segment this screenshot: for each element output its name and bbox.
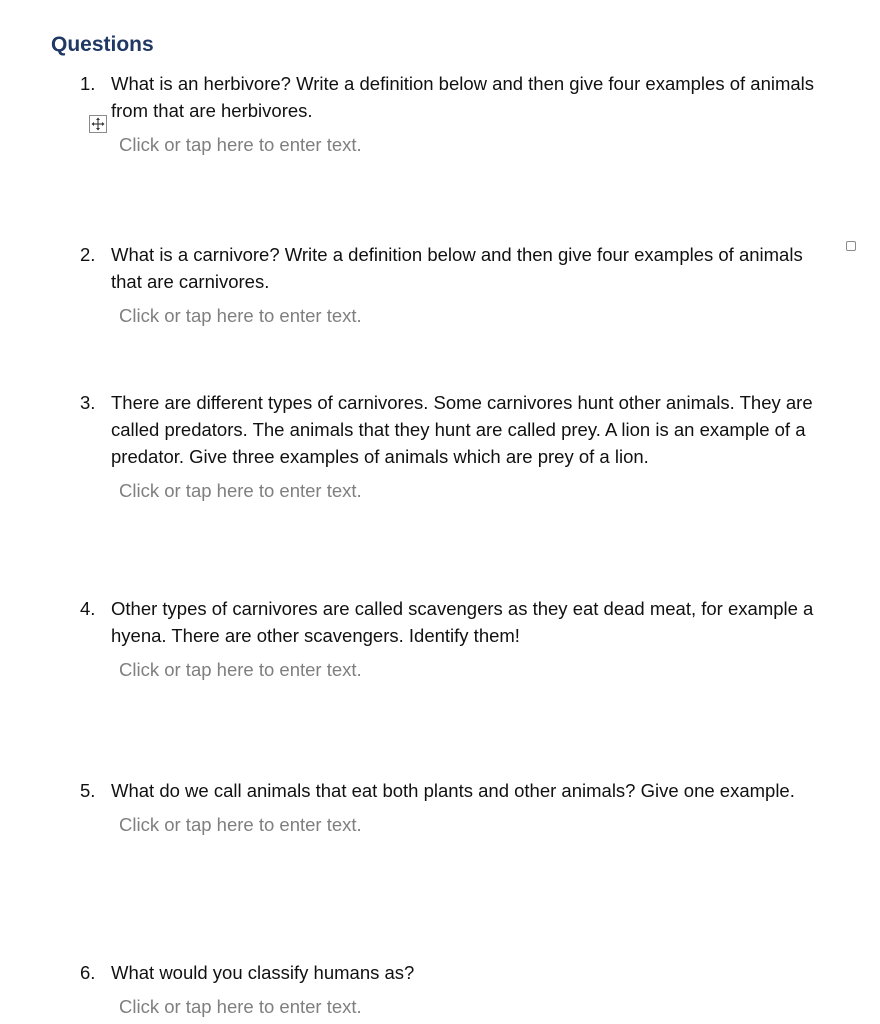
question-number: 6. xyxy=(80,962,96,983)
question-row xyxy=(80,959,815,986)
question-text: What is an herbivore? Write a definition below and then give four examples of animals from that are herbivores. xyxy=(111,73,815,121)
answer-field[interactable]: Click or tap here to enter text. xyxy=(119,814,362,835)
question-text: What would you classify humans as? xyxy=(111,962,415,983)
question-text: What do we call animals that eat both plants and other animals? Give one example. xyxy=(111,780,795,801)
question-item-6 xyxy=(80,959,815,1020)
answer-field[interactable]: Click or tap here to enter text. xyxy=(119,659,362,680)
answer-field[interactable]: Click or tap here to enter text. xyxy=(119,996,362,1017)
section-heading: Questions xyxy=(51,33,154,56)
question-row xyxy=(80,595,815,649)
question-number: 1. xyxy=(80,73,96,94)
move-arrows-icon xyxy=(91,117,105,131)
answer-field[interactable]: Click or tap here to enter text. xyxy=(119,305,362,326)
question-item-2 xyxy=(80,241,815,329)
question-number: 2. xyxy=(80,244,96,265)
question-row xyxy=(80,70,815,124)
question-number: 4. xyxy=(80,598,96,619)
question-text: What is a carnivore? Write a definition below and then give four examples of animals that are carnivores. xyxy=(111,244,803,292)
question-text: There are different types of carnivores. Some carnivores hunt other animals. They are called predators. The animals that they hunt are called prey. A lion is an example of a predator. Give three examples of animals which are prey of a lion. xyxy=(111,392,813,467)
answer-field[interactable]: Click or tap here to enter text. xyxy=(119,480,362,501)
answer-field[interactable]: Click or tap here to enter text. xyxy=(119,134,362,155)
table-move-handle[interactable] xyxy=(89,115,107,133)
question-item-1 xyxy=(80,70,815,158)
question-row xyxy=(80,777,815,804)
question-item-5 xyxy=(80,777,815,838)
square-handle-icon[interactable] xyxy=(846,241,856,251)
question-number: 3. xyxy=(80,392,96,413)
question-number: 5. xyxy=(80,780,96,801)
question-item-3 xyxy=(80,389,815,504)
question-row xyxy=(80,389,815,470)
question-row xyxy=(80,241,815,295)
question-text: Other types of carnivores are called scavengers as they eat dead meat, for example a hyena. There are other scavengers. Identify them! xyxy=(111,598,814,646)
question-item-4 xyxy=(80,595,815,683)
